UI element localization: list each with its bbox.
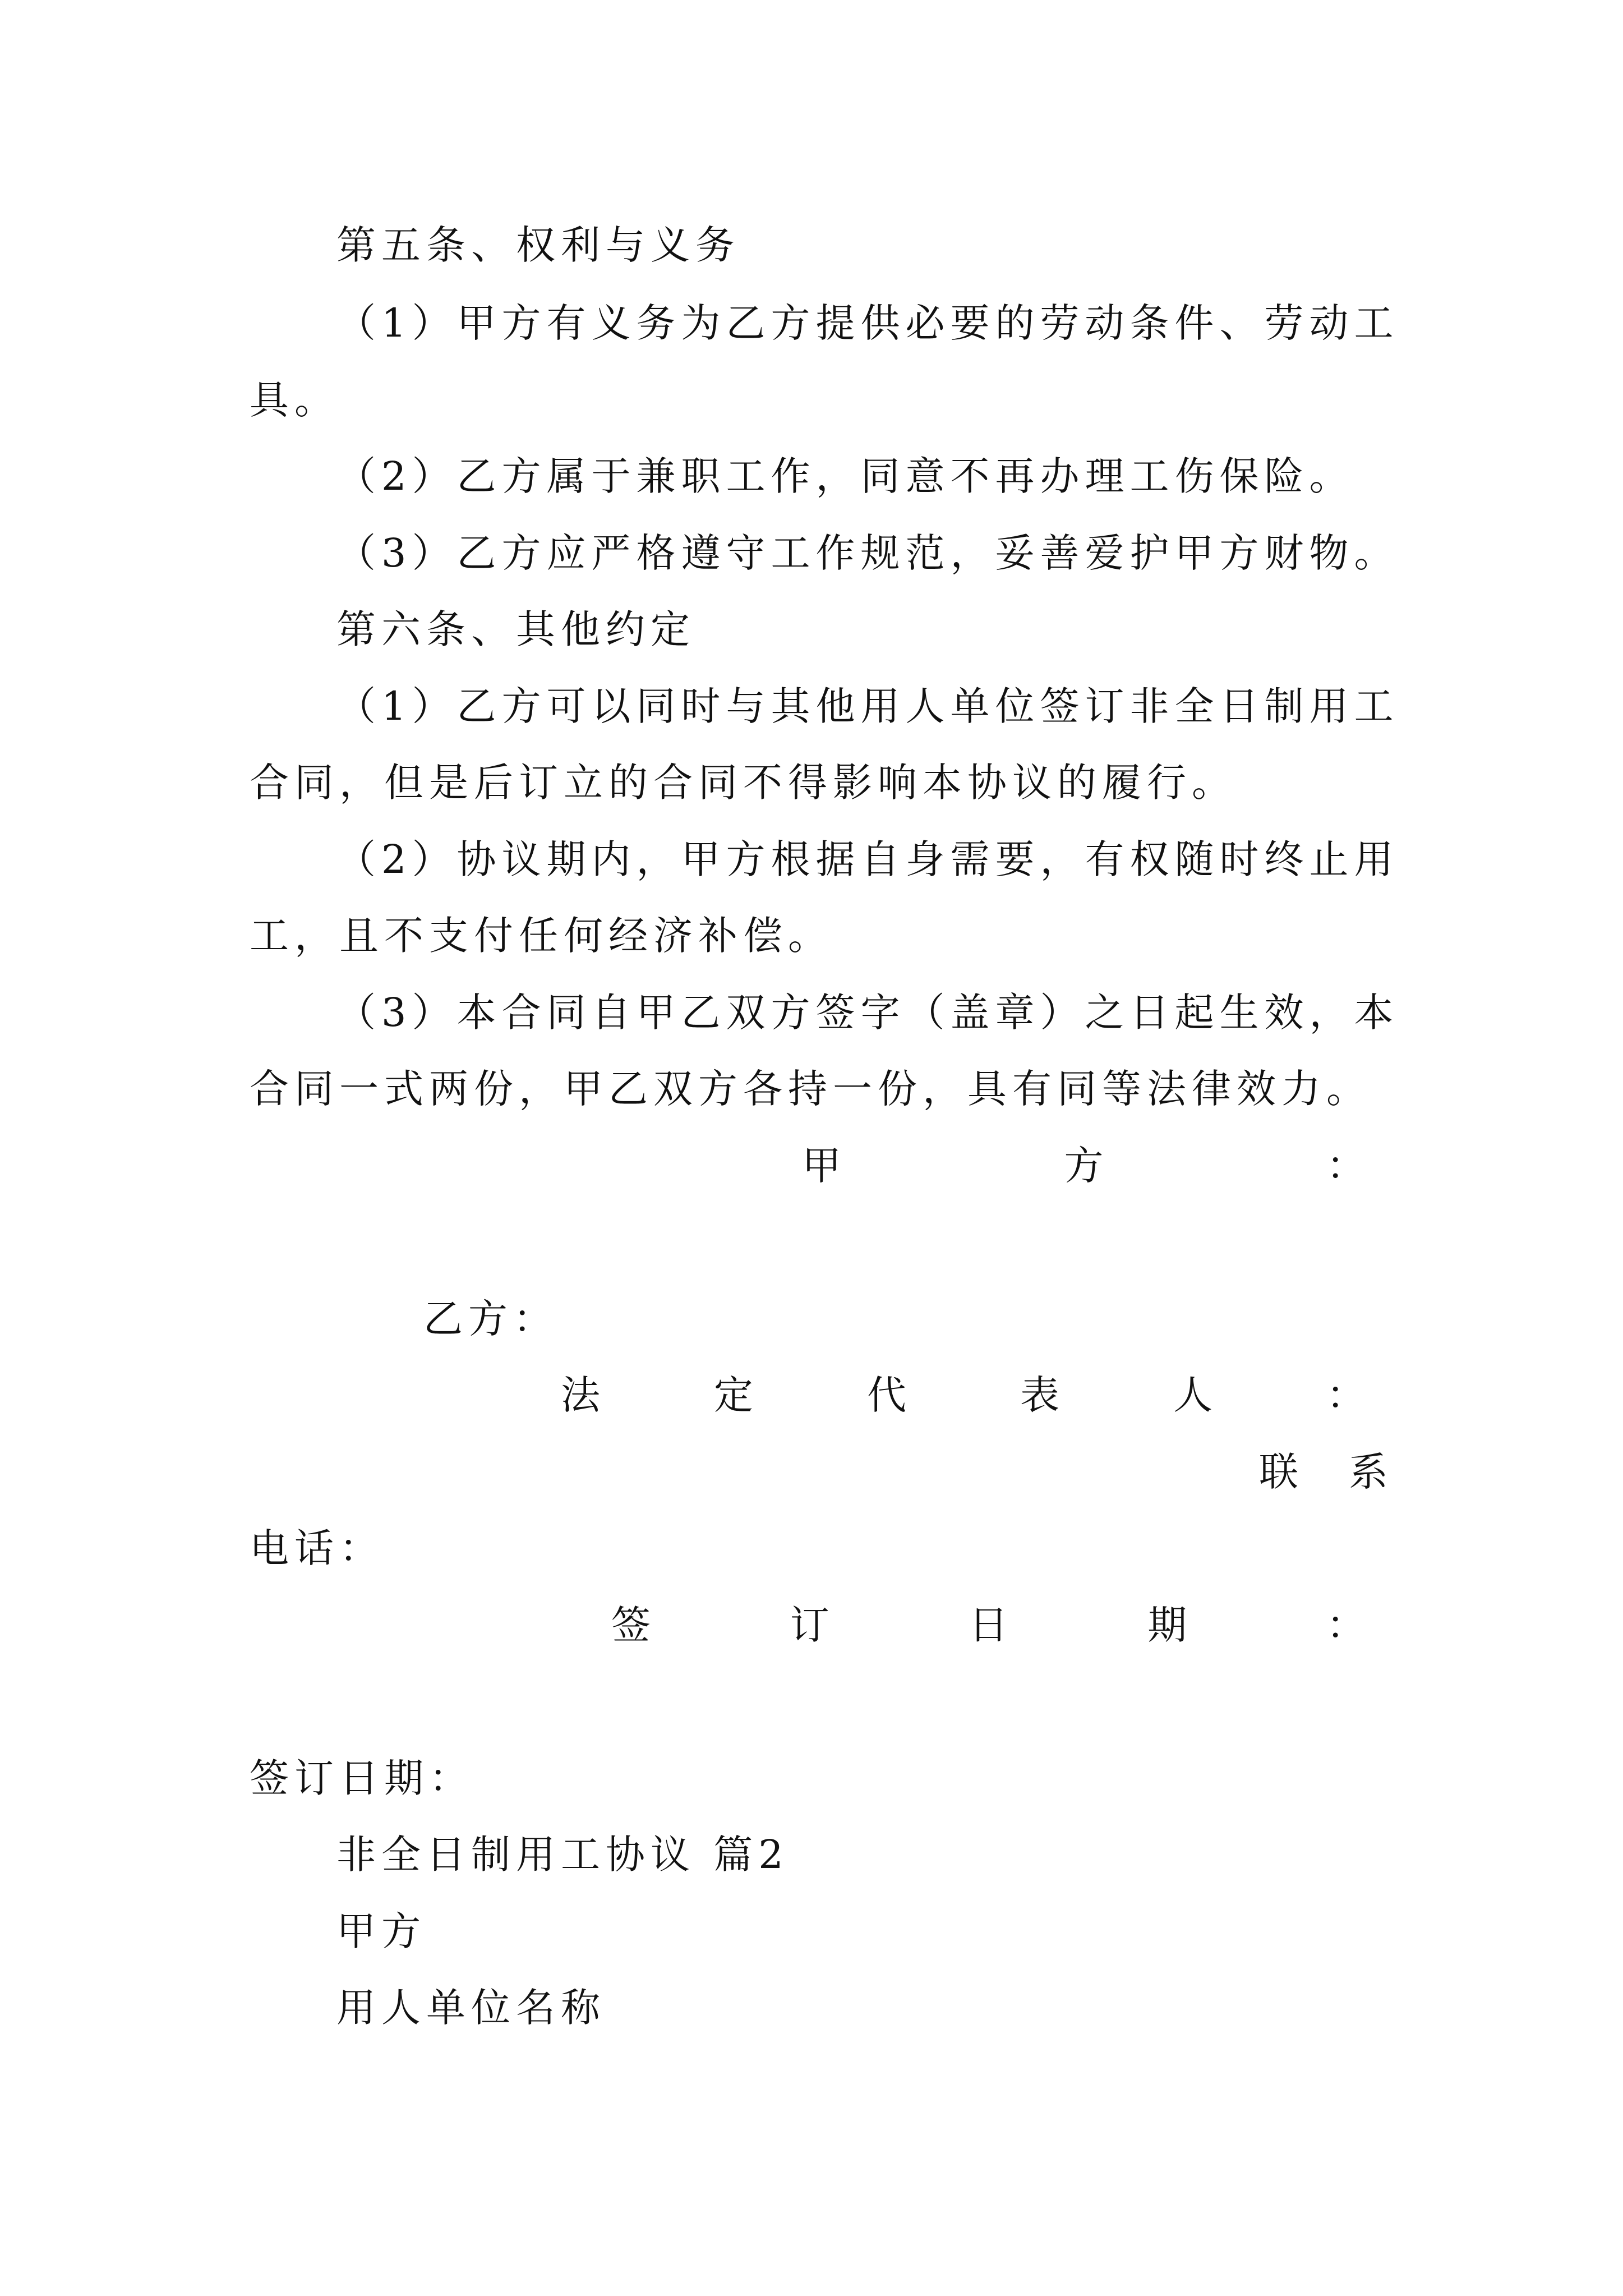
article-6-clause-1: （1）乙方可以同时与其他用人单位签订非全日制用工 <box>336 683 1399 729</box>
section-2-party-a: 甲方 <box>336 1908 426 1954</box>
legal-rep-char-3: 代 <box>867 1372 906 1418</box>
article-6-clause-2: （2）协议期内，甲方根据自身需要，有权随时终止用 <box>336 836 1399 882</box>
legal-rep-char-4: 表 <box>1020 1372 1059 1418</box>
article-6-clause-3: （3）本合同自甲乙双方签字（盖章）之日起生效，本 <box>336 990 1399 1036</box>
party-b-signature-line: 乙方： <box>423 1296 558 1342</box>
contact-label-line <box>1259 1447 1388 1497</box>
article-6-clause-1-cont: 合同，但是后订立的合同不得影响本协议的履行。 <box>250 760 1237 806</box>
section-2-title: 非全日制用工协议 篇2 <box>336 1832 789 1878</box>
article-5-clause-1-cont: 具。 <box>250 377 339 423</box>
signing-date-line-spaced <box>611 1600 1366 1650</box>
article-6-clause-2-cont: 工，且不支付任何经济补偿。 <box>250 913 833 959</box>
legal-rep-colon: ： <box>1326 1372 1366 1418</box>
party-a-char-2: 方 <box>1064 1143 1104 1189</box>
party-a-colon: ： <box>1326 1143 1366 1189</box>
sign-date-colon: ： <box>1326 1602 1366 1648</box>
legal-rep-char-1: 法 <box>561 1372 600 1418</box>
article-5-clause-3: （3）乙方应严格遵守工作规范，妥善爱护甲方财物。 <box>336 530 1399 576</box>
article-5-clause-2: （2）乙方属于兼职工作，同意不再办理工伤保险。 <box>336 453 1354 499</box>
sign-date-char-2: 订 <box>790 1602 829 1648</box>
contact-char-1: 联 <box>1259 1449 1298 1495</box>
party-a-char-1: 甲 <box>802 1143 841 1189</box>
phone-label: 电话： <box>250 1525 384 1571</box>
article-5-heading: 第五条、权利与义务 <box>336 222 740 268</box>
article-6-clause-3-cont: 合同一式两份，甲乙双方各持一份，具有同等法律效力。 <box>250 1066 1371 1112</box>
sign-date-char-4: 期 <box>1147 1602 1187 1648</box>
legal-rep-char-5: 人 <box>1173 1372 1212 1418</box>
contact-char-2: 系 <box>1349 1449 1388 1495</box>
party-a-signature-line <box>802 1140 1366 1191</box>
article-5-clause-1: （1）甲方有义务为乙方提供必要的劳动条件、劳动工 <box>336 300 1399 346</box>
signing-date-label: 签订日期： <box>250 1755 474 1801</box>
legal-rep-char-2: 定 <box>714 1372 753 1418</box>
sign-date-char-3: 日 <box>969 1602 1008 1648</box>
article-6-heading: 第六条、其他约定 <box>336 606 695 652</box>
legal-representative-line <box>561 1370 1366 1420</box>
section-2-employer-name: 用人单位名称 <box>336 1985 606 2031</box>
sign-date-char-1: 签 <box>611 1602 651 1648</box>
